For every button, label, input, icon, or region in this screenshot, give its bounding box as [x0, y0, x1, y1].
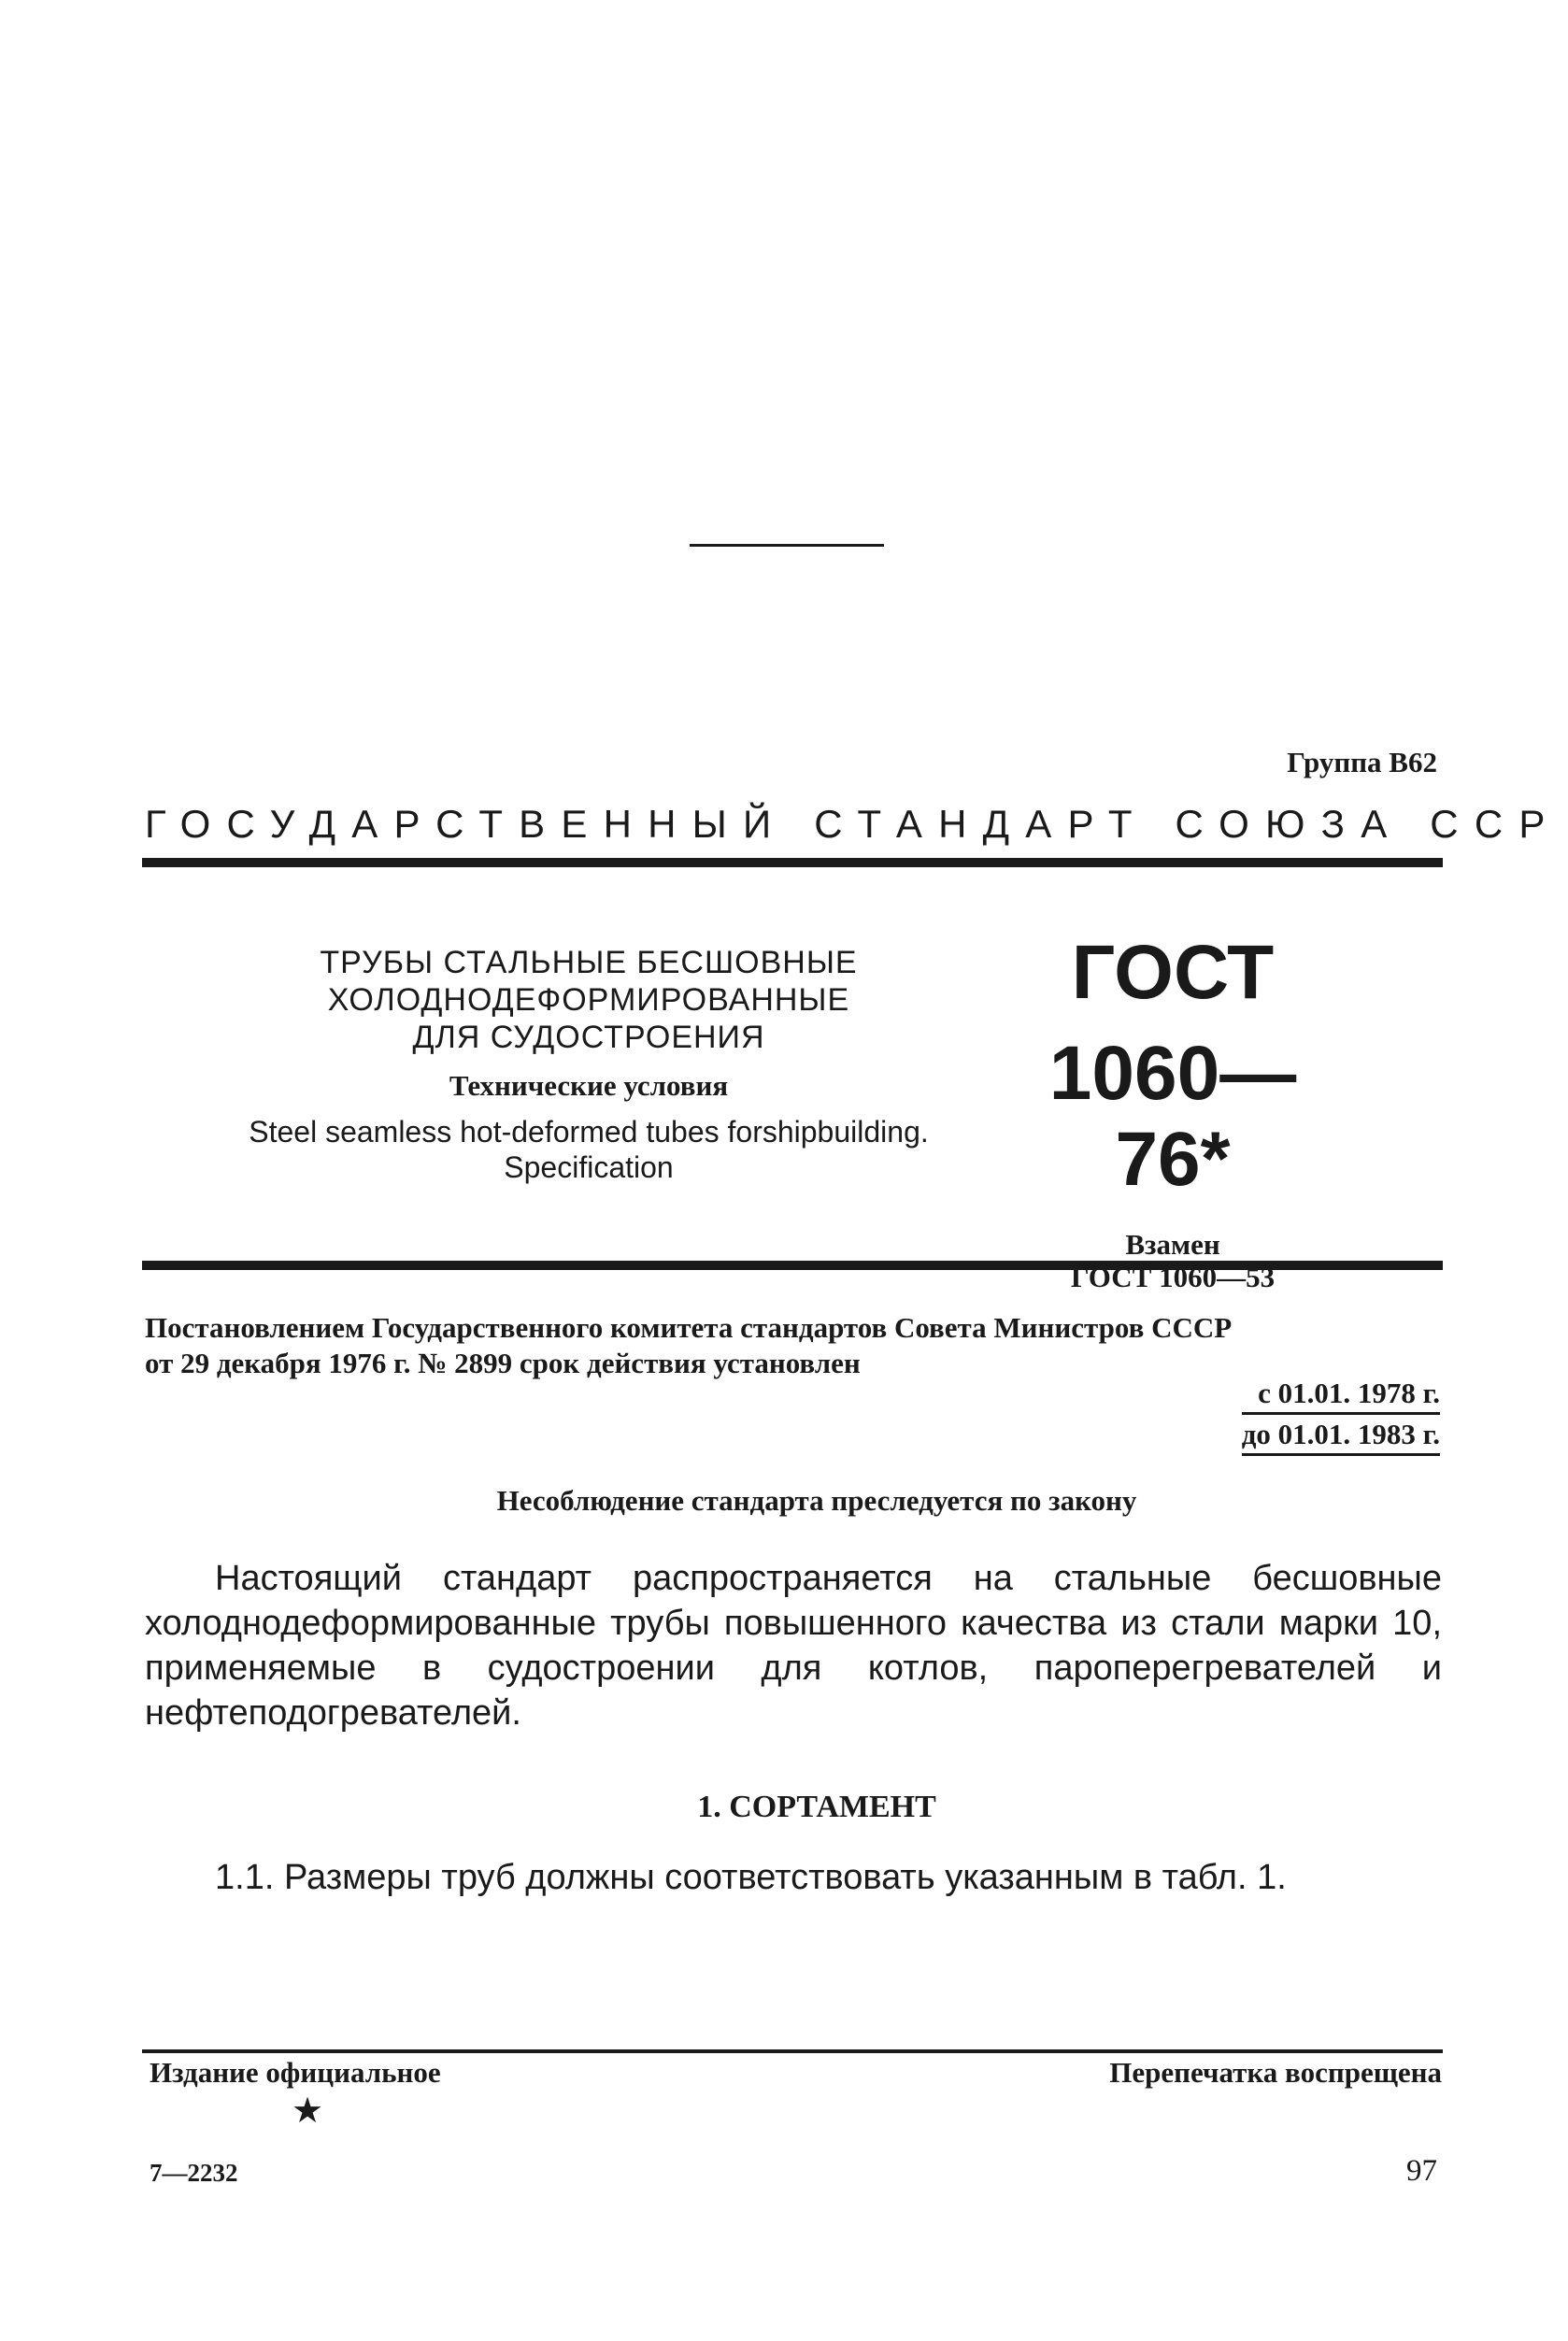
reprint-notice: Перепечатка воспрещена: [1109, 2056, 1442, 2089]
print-code: 7—2232: [150, 2159, 238, 2187]
title-block: [187, 944, 991, 1185]
section-title: 1. СОРТАМЕНТ: [697, 1790, 936, 1824]
edition-label: Издание официальное: [150, 2056, 441, 2089]
replaces-value: ГОСТ 1060—53: [1070, 1261, 1276, 1293]
decree-line-2: от 29 декабря 1976 г. № 2899 срок действия установлен: [145, 1347, 861, 1379]
valid-from: с 01.01. 1978 г.: [1242, 1377, 1440, 1415]
valid-to: до 01.01. 1983 г.: [1242, 1418, 1440, 1456]
decree-text: [145, 1310, 1444, 1381]
english-title-line-1: Steel seamless hot-deformed tubes forshipbuilding.: [249, 1115, 929, 1149]
title-line-3: ДЛЯ СУДОСТРОЕНИЯ: [412, 1020, 765, 1055]
title-line-1: ТРУБЫ СТАЛЬНЫЕ БЕСШОВНЫЕ: [320, 945, 858, 980]
top-short-rule: [690, 544, 884, 547]
english-title-line-2: Specification: [504, 1150, 674, 1184]
title-line-2: ХОЛОДНОДЕФОРМИРОВАННЫЕ: [327, 982, 850, 1018]
legal-warning: Несоблюдение стандарта преследуется по закону: [496, 1484, 1137, 1517]
gost-block: [1028, 930, 1318, 1294]
standard-header: ГОСУДАРСТВЕННЫЙ СТАНДАРТ СОЮЗА ССР: [145, 802, 1561, 846]
intro-paragraph: Настоящий стандарт распространяется на стальные бесшовные холоднодеформированные трубы повышенного качества из стали марки 10, применяемые в судостроении для котлов, пароперегревателей и нефтеподогревателей.: [145, 1559, 1442, 1733]
header-rule: [142, 858, 1443, 867]
footer-rule: [142, 2049, 1443, 2053]
decree-line-1: Постановлением Государственного комитета стандартов Совета Министров СССР: [145, 1311, 1233, 1344]
section-item-1-1: 1.1. Размеры труб должны соответствовать указанным в табл. 1.: [215, 1858, 1287, 1897]
title-subtitle: Технические условия: [449, 1069, 729, 1102]
star-icon: ★: [292, 2090, 324, 2131]
validity-period: [1242, 1377, 1440, 1456]
gost-label: ГОСТ: [1071, 930, 1275, 1015]
replaces-label: Взамен: [1125, 1228, 1220, 1261]
group-code: Группа В62: [1287, 746, 1437, 778]
title-bottom-rule: [142, 1261, 1443, 1270]
gost-number: 1060—76*: [1048, 1031, 1297, 1202]
page-number: 97: [1406, 2154, 1437, 2188]
